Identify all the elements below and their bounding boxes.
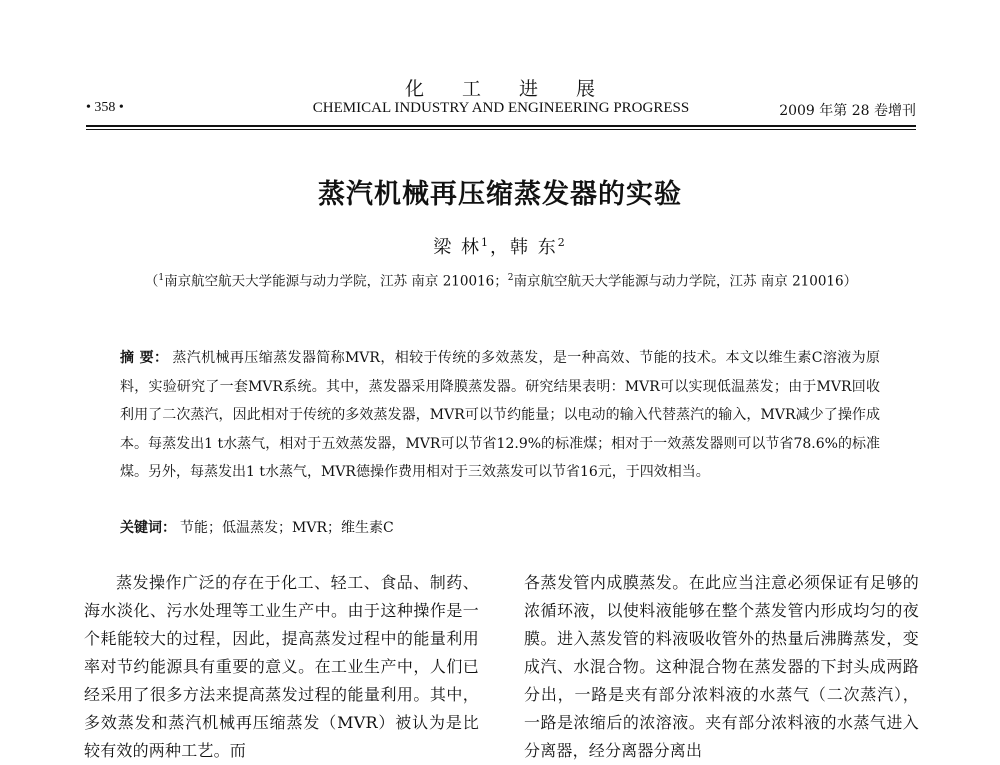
page-number: • 358 •	[86, 100, 124, 115]
body-paragraph: 蒸发操作广泛的存在于化工、轻工、食品、制药、海水淡化、污水处理等工业生产中。由于这种操作是一个耗能较大的过程，因此，提高蒸发过程中的能量利用率对节约能源具有重要的意义。在工业生产中，人们已经采用了很多方法来提高蒸发过程的能量利用。其中，多效蒸发和蒸汽机械再压缩蒸发（MVR）被认为是比较有效的两种工艺。而	[84, 573, 479, 760]
author-separator: ，	[490, 237, 510, 258]
author-list	[0, 233, 1000, 259]
abstract-label: 摘 要：	[120, 350, 169, 366]
running-header	[86, 98, 916, 122]
journal-chinese-title: 化工进展	[404, 78, 633, 100]
article-title: 蒸汽机械再压缩蒸发器的实验	[318, 179, 682, 210]
abstract	[120, 344, 880, 487]
author-affiliation-mark: 2	[557, 236, 567, 249]
affiliation-2: 南京航空航天大学能源与动力学院，江苏 南京 210016	[513, 273, 844, 290]
body-paragraph: 各蒸发管内成膜蒸发。在此应当注意必须保证有足够的浓循环液，以使料液能够在整个蒸发管内形成均匀的夜膜。进入蒸发管的料液吸收管外的热量后沸腾蒸发，变成汽、水混合物。这种混合物在蒸发器的下封头成两路分出，一路是夹有部分浓料液的水蒸气（二次蒸汽），一路是浓缩后的浓溶液。夹有部分浓料液的水蒸气进入分离器，经分离器分离出	[524, 573, 919, 760]
body-column-left	[84, 569, 479, 765]
header-rule-thin	[86, 129, 916, 130]
affiliation-close-paren: ）	[843, 273, 858, 290]
affiliations	[130, 266, 872, 294]
header-rule-thick	[86, 125, 916, 127]
affiliation-open-paren: （	[144, 273, 159, 290]
journal-english-title: CHEMICAL INDUSTRY AND ENGINEERING PROGRESS	[312, 100, 690, 116]
abstract-text: 蒸汽机械再压缩蒸发器简称MVR，相较于传统的多效蒸发，是一种高效、节能的技术。本文以维生素C溶液为原料，实验研究了一套MVR系统。其中，蒸发器采用降膜蒸发器。研究结果表明：MVR可以实现低温蒸发；由于MVR回收利用了二次蒸汽，因此相对于传统的多效蒸发器，MVR可以节约能量；以电动的输入代替蒸汽的输入，MVR减少了操作成本。每蒸发出1 t水蒸气，相对于五效蒸发器，MVR可以节省12.9%的标准煤；相对于一效蒸发器则可以节省78.6%的标准煤。另外，每蒸发出1 t水蒸气，MVR德操作费用相对于三效蒸发可以节省16元，于四效相当。	[120, 350, 881, 480]
author-name: 韩 东	[510, 237, 558, 258]
affiliation-mark: 2	[507, 273, 514, 283]
affiliation-1: 南京航空航天大学能源与动力学院，江苏 南京 210016；	[164, 273, 508, 290]
issue-info: 2009 年第 28 卷增刊	[779, 103, 916, 119]
keywords-label: 关键词：	[120, 520, 176, 536]
author-name: 梁 林	[433, 237, 481, 258]
affiliation-mark: 1	[158, 273, 165, 283]
keywords	[120, 514, 880, 542]
body-column-right	[524, 569, 919, 765]
author-affiliation-mark: 1	[481, 236, 490, 249]
keywords-text: 节能；低温蒸发；MVR；维生素C	[180, 520, 394, 536]
